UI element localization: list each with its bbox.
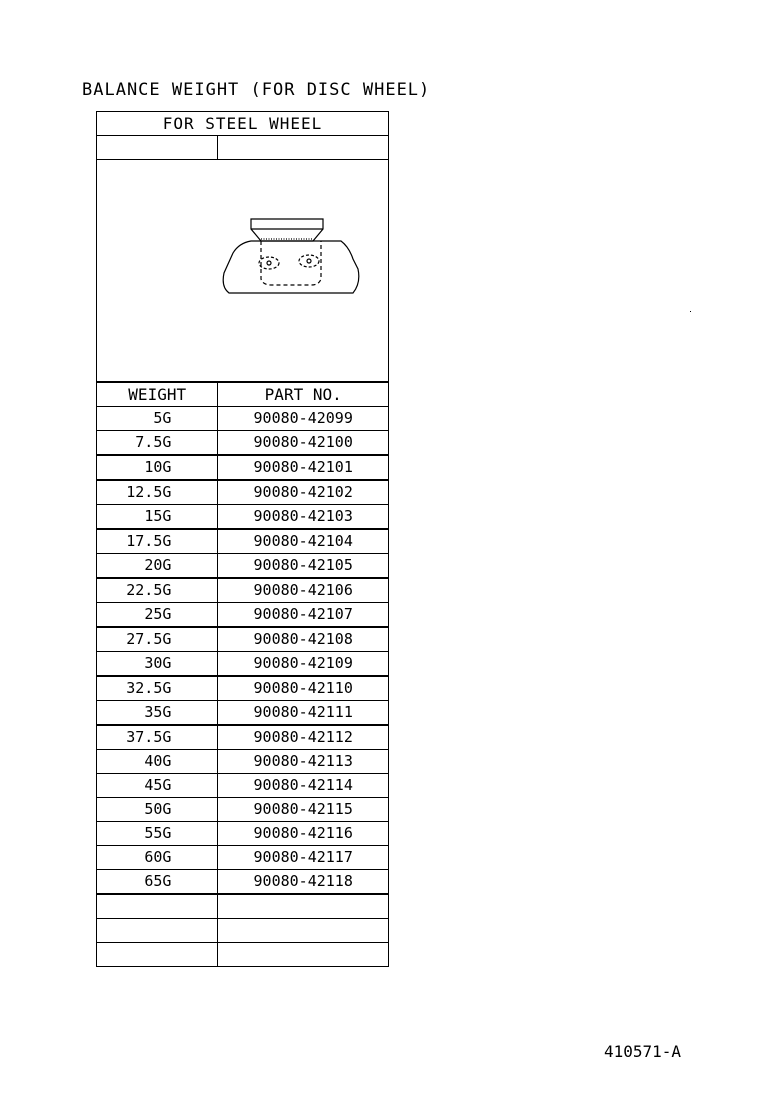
table-row	[97, 725, 389, 750]
weight-cell: 20G	[97, 554, 218, 579]
part-number-cell: 90080-42107	[218, 603, 389, 628]
column-header-row	[97, 382, 389, 407]
weight-hole-left	[259, 257, 279, 269]
part-number-cell: 90080-42109	[218, 652, 389, 677]
table-body	[97, 407, 389, 895]
parts-table	[96, 111, 389, 967]
part-number-cell: 90080-42101	[218, 455, 389, 480]
page-title: BALANCE WEIGHT (FOR DISC WHEEL)	[82, 80, 431, 100]
weight-cell: 30G	[97, 652, 218, 677]
weight-cell: 45G	[97, 774, 218, 798]
weight-cell: 15G	[97, 505, 218, 530]
part-number-cell: 90080-42108	[218, 627, 389, 652]
table-row	[97, 846, 389, 870]
table-row	[97, 750, 389, 774]
column-header-weight: WEIGHT	[97, 382, 218, 407]
empty-cell	[97, 943, 218, 967]
part-number-cell: 90080-42117	[218, 846, 389, 870]
part-number-cell: 90080-42102	[218, 480, 389, 505]
weight-cell: 60G	[97, 846, 218, 870]
weight-cell: 50G	[97, 798, 218, 822]
table-row	[97, 870, 389, 895]
table-row	[97, 480, 389, 505]
stray-mark	[690, 311, 691, 312]
part-number-cell: 90080-42105	[218, 554, 389, 579]
weight-cell: 32.5G	[97, 676, 218, 701]
blank-row	[97, 136, 389, 160]
weight-cell: 10G	[97, 455, 218, 480]
weight-cell: 17.5G	[97, 529, 218, 554]
empty-cell	[218, 919, 389, 943]
empty-row	[97, 894, 389, 919]
blank-cell	[97, 136, 218, 160]
table-row	[97, 822, 389, 846]
empty-cell	[218, 894, 389, 919]
illustration-cell	[97, 160, 389, 383]
table-row	[97, 431, 389, 456]
table-row	[97, 676, 389, 701]
weight-cell: 25G	[97, 603, 218, 628]
weight-hole-right	[299, 255, 319, 267]
weight-cell: 5G	[97, 407, 218, 431]
hole-center	[307, 259, 311, 263]
weight-cell: 22.5G	[97, 578, 218, 603]
balance-weight-clip-icon	[151, 183, 441, 351]
part-number-cell: 90080-42099	[218, 407, 389, 431]
empty-row	[97, 919, 389, 943]
table-header: FOR STEEL WHEEL	[97, 112, 389, 136]
empty-cell	[97, 919, 218, 943]
part-number-cell: 90080-42111	[218, 701, 389, 726]
table-row	[97, 554, 389, 579]
table-row	[97, 505, 389, 530]
table-row	[97, 455, 389, 480]
part-number-cell: 90080-42115	[218, 798, 389, 822]
part-number-cell: 90080-42103	[218, 505, 389, 530]
weight-cell: 35G	[97, 701, 218, 726]
weight-hidden-outline	[261, 241, 321, 285]
clip-top-shape	[251, 219, 323, 241]
part-number-cell: 90080-42118	[218, 870, 389, 895]
blank-cell	[218, 136, 389, 160]
empty-cell	[97, 894, 218, 919]
part-number-cell: 90080-42116	[218, 822, 389, 846]
table-row	[97, 774, 389, 798]
part-number-cell: 90080-42112	[218, 725, 389, 750]
part-number-cell: 90080-42100	[218, 431, 389, 456]
column-header-part: PART NO.	[218, 382, 389, 407]
illustration-row	[97, 160, 389, 383]
weight-cell: 55G	[97, 822, 218, 846]
weight-cell: 37.5G	[97, 725, 218, 750]
weight-cell: 40G	[97, 750, 218, 774]
weight-cell: 65G	[97, 870, 218, 895]
part-number-cell: 90080-42113	[218, 750, 389, 774]
table-row	[97, 652, 389, 677]
part-number-cell: 90080-42110	[218, 676, 389, 701]
weight-cell: 7.5G	[97, 431, 218, 456]
empty-cell	[218, 943, 389, 967]
figure-code: 410571-A	[604, 1042, 682, 1061]
weight-cell: 27.5G	[97, 627, 218, 652]
table-row	[97, 627, 389, 652]
table-row	[97, 701, 389, 726]
part-number-cell: 90080-42114	[218, 774, 389, 798]
part-number-cell: 90080-42106	[218, 578, 389, 603]
hole-center	[267, 261, 271, 265]
table-row	[97, 529, 389, 554]
table-row	[97, 603, 389, 628]
part-number-cell: 90080-42104	[218, 529, 389, 554]
table-row	[97, 578, 389, 603]
empty-row	[97, 943, 389, 967]
table-header-row	[97, 112, 389, 136]
weight-cell: 12.5G	[97, 480, 218, 505]
table-row	[97, 798, 389, 822]
table-row	[97, 407, 389, 431]
